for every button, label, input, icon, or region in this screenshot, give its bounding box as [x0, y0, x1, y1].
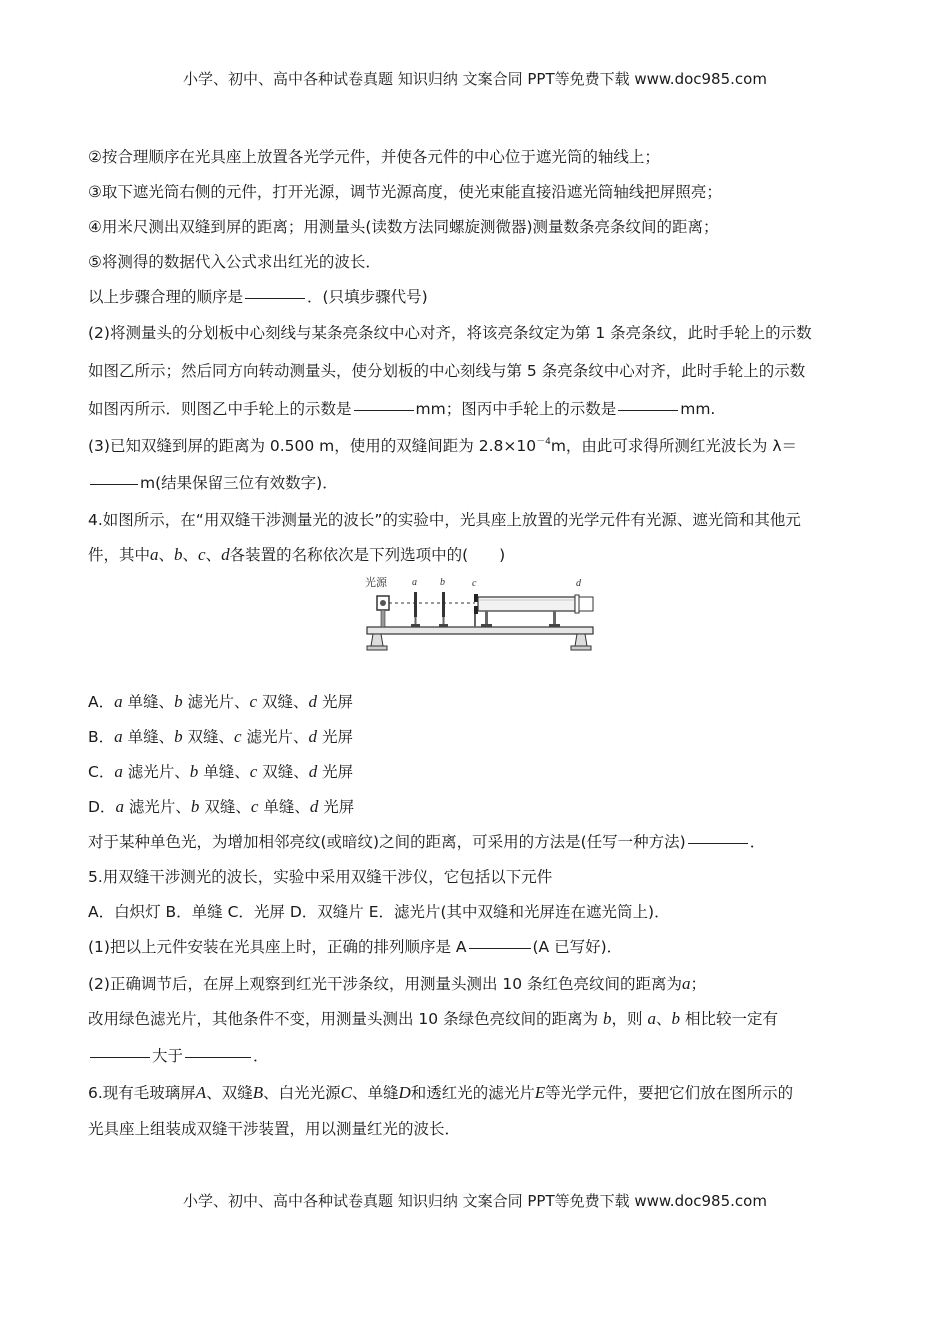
q3-step2: ②按合理顺序在光具座上放置各光学元件，并使各元件的中心位于遮光筒的轴线上； [88, 148, 660, 166]
answer-blank [469, 947, 531, 949]
element-a [411, 577, 420, 627]
light-shield-tube [478, 597, 575, 627]
label-d: d [576, 578, 581, 589]
element-b [439, 577, 448, 627]
q6-line1: 6.现有毛玻璃屏A、双缝B、白光光源C、单缝D和透红光的滤光片E等光学元件，要把它们放在图所示的 [88, 1083, 794, 1102]
q4-line1: 4.如图所示，在“用双缝干涉测量光的波长”的实验中，光具座上放置的光学元件有光源、遮光筒和其他元 [88, 511, 801, 529]
q5-part1: (1)把以上元件安装在光具座上时，正确的排列顺序是 A (A 已写好)． [88, 938, 623, 956]
q5-part2-answer: 大于 ． [88, 1044, 269, 1066]
label-b: b [440, 577, 445, 588]
q3-part2-line3: 如图丙所示．则图乙中手轮上的示数是 mm；图丙中手轮上的示数是 mm. [88, 400, 716, 418]
q4-line2: 件，其中a、b、c、d各装置的名称依次是下列选项中的( ) [88, 545, 506, 564]
q3-part3-line2: m(结果保留三位有效数字)． [88, 471, 338, 493]
q3-step3: ③取下遮光筒右侧的元件，打开光源，调节光源高度，使光束能直接沿遮光筒轴线把屏照亮； [88, 183, 722, 201]
q3-part2-line2: 如图乙所示；然后同方向转动测量头，使分划板的中心刻线与第 5 条亮条纹中心对齐，此时手轮上的示数 [88, 362, 806, 380]
optical-bench-figure [363, 572, 603, 660]
answer-blank [688, 842, 748, 844]
label-c: c [472, 578, 477, 589]
q5-part2-cont: 改用绿色滤光片，其他条件不变，用测量头测出 10 条绿色亮纹间的距离为 b，则 a、b 相比较一定有 [88, 1009, 778, 1028]
q4-follow-up: 对于某种单色光，为增加相邻亮纹(或暗纹)之间的距离，可采用的方法是(任写一种方法) ． [88, 833, 766, 851]
q3-part2-line1: (2)将测量头的分划板中心刻线与某条亮条纹中心对齐，将该亮条纹定为第 1 条亮条纹，此时手轮上的示数 [88, 324, 812, 342]
label-light-source: 光源 [365, 576, 387, 589]
q5-line1: 5.用双缝干涉测光的波长，实验中采用双缝干涉仪，它包括以下元件 [88, 868, 553, 886]
q6-line2: 光具座上组装成双缝干涉装置，用以测量红光的波长． [88, 1120, 461, 1138]
answer-blank [185, 1056, 251, 1058]
light-source [365, 575, 389, 627]
label-a: a [412, 577, 417, 588]
answer-blank [618, 409, 678, 411]
q5-line2: A．白炽灯 B．单缝 C．光屏 D．双缝片 E．滤光片(其中双缝和光屏连在遮光筒上)． [88, 903, 670, 921]
answer-blank [354, 409, 414, 411]
q4-option-d: D．a 滤光片、b 双缝、c 单缝、d 光屏 [88, 797, 355, 816]
q5-part2: (2)正确调节后，在屏上观察到红光干涉条纹，用测量头测出 10 条红色亮纹间的距离为a； [88, 974, 707, 993]
q4-option-b: B．a 单缝、b 双缝、c 滤光片、d 光屏 [88, 727, 353, 746]
bench-rail [367, 627, 593, 650]
q3-order: 以上步骤合理的顺序是 ．(只填步骤代号) [88, 288, 428, 306]
page-footer: 小学、初中、高中各种试卷真题 知识归纳 文案合同 PPT等免费下载 www.doc985.com [183, 1192, 767, 1210]
answer-blank [90, 1056, 150, 1058]
q4-option-c: C．a 滤光片、b 单缝、c 双缝、d 光屏 [88, 762, 354, 781]
q4-option-a: A．a 单缝、b 滤光片、c 双缝、d 光屏 [88, 692, 353, 711]
q3-step5: ⑤将测得的数据代入公式求出红光的波长． [88, 253, 381, 271]
element-d [575, 578, 593, 613]
q3-part3-line1: (3)已知双缝到屏的距离为 0.500 m，使用的双缝间距为 $2.8\times 10^{-4}m$，由此可求得所测红光波长为 λ＝ [88, 437, 798, 455]
answer-blank [245, 297, 305, 299]
page-header: 小学、初中、高中各种试卷真题 知识归纳 文案合同 PPT等免费下载 www.doc985.com [183, 70, 767, 88]
q3-step4: ④用米尺测出双缝到屏的距离；用测量头(读数方法同螺旋测微器)测量数条亮条纹间的距离； [88, 218, 719, 236]
answer-blank [90, 483, 138, 485]
